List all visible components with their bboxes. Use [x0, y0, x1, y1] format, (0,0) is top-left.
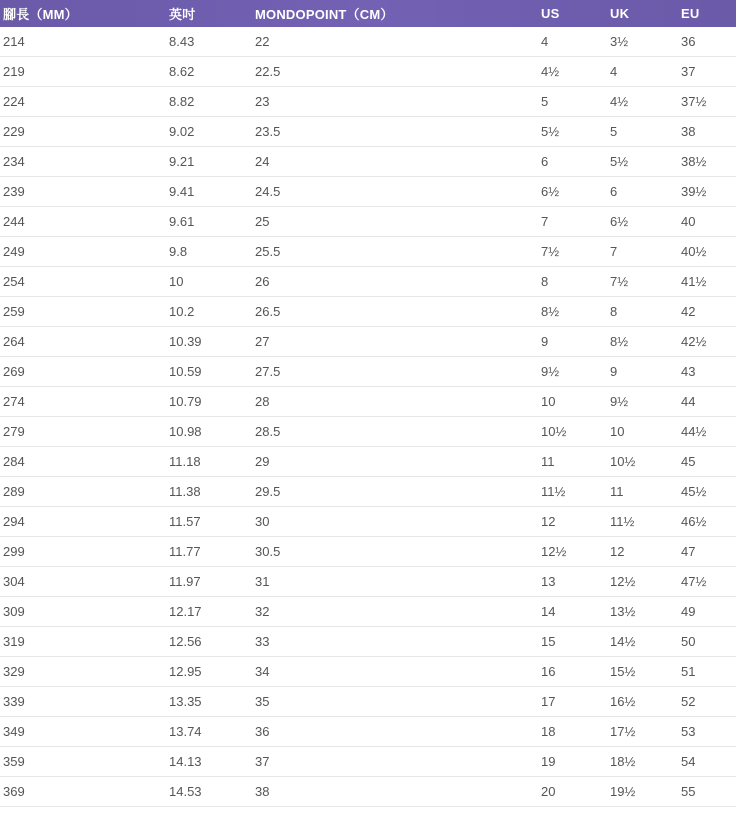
cell-mondopoint-cm: 24	[252, 147, 538, 177]
cell-foot-length-mm: 264	[0, 327, 166, 357]
table-row	[0, 657, 736, 687]
cell-inches: 12.17	[166, 597, 252, 627]
cell-mondopoint-cm: 23	[252, 87, 538, 117]
cell-inches: 12.95	[166, 657, 252, 687]
cell-foot-length-mm: 259	[0, 297, 166, 327]
cell-mondopoint-cm: 35	[252, 687, 538, 717]
cell-us: 17	[538, 687, 607, 717]
cell-inches: 9.41	[166, 177, 252, 207]
cell-foot-length-mm: 229	[0, 117, 166, 147]
cell-mondopoint-cm: 32	[252, 597, 538, 627]
cell-us: 18	[538, 717, 607, 747]
cell-us: 13	[538, 567, 607, 597]
cell-inches: 8.82	[166, 87, 252, 117]
cell-us: 16	[538, 657, 607, 687]
cell-mondopoint-cm: 26.5	[252, 297, 538, 327]
cell-uk: 9	[607, 357, 678, 387]
cell-eu: 40	[678, 207, 736, 237]
table-row	[0, 57, 736, 87]
cell-uk: 15½	[607, 657, 678, 687]
header-inches: 英吋	[169, 7, 196, 22]
cell-inches: 14.13	[166, 747, 252, 777]
cell-foot-length-mm: 309	[0, 597, 166, 627]
cell-eu: 40½	[678, 237, 736, 267]
table-header	[0, 0, 736, 27]
cell-foot-length-mm: 349	[0, 717, 166, 747]
cell-mondopoint-cm: 33	[252, 627, 538, 657]
cell-mondopoint-cm: 24.5	[252, 177, 538, 207]
table-row	[0, 27, 736, 57]
cell-eu: 36	[678, 27, 736, 57]
cell-eu: 42	[678, 297, 736, 327]
cell-eu: 38½	[678, 147, 736, 177]
table-row	[0, 447, 736, 477]
cell-us: 5½	[538, 117, 607, 147]
cell-eu: 42½	[678, 327, 736, 357]
cell-us: 12	[538, 507, 607, 537]
cell-foot-length-mm: 339	[0, 687, 166, 717]
cell-uk: 4½	[607, 87, 678, 117]
table-row	[0, 597, 736, 627]
table-row	[0, 177, 736, 207]
table-row	[0, 117, 736, 147]
table-row	[0, 147, 736, 177]
cell-eu: 37½	[678, 87, 736, 117]
header-uk: UK	[610, 6, 630, 21]
cell-us: 7	[538, 207, 607, 237]
cell-uk: 6½	[607, 207, 678, 237]
table-row	[0, 267, 736, 297]
cell-mondopoint-cm: 23.5	[252, 117, 538, 147]
header-mondopoint-cm: MONDOPOINT（CM）	[255, 7, 394, 22]
cell-eu: 52	[678, 687, 736, 717]
cell-foot-length-mm: 239	[0, 177, 166, 207]
cell-foot-length-mm: 294	[0, 507, 166, 537]
cell-foot-length-mm: 299	[0, 537, 166, 567]
cell-foot-length-mm: 369	[0, 777, 166, 807]
cell-mondopoint-cm: 38	[252, 777, 538, 807]
cell-us: 9	[538, 327, 607, 357]
cell-us: 19	[538, 747, 607, 777]
cell-uk: 9½	[607, 387, 678, 417]
cell-inches: 12.56	[166, 627, 252, 657]
cell-foot-length-mm: 214	[0, 27, 166, 57]
table-row	[0, 297, 736, 327]
cell-uk: 10½	[607, 447, 678, 477]
cell-uk: 11½	[607, 507, 678, 537]
cell-us: 4	[538, 27, 607, 57]
cell-us: 8	[538, 267, 607, 297]
cell-us: 9½	[538, 357, 607, 387]
cell-mondopoint-cm: 28	[252, 387, 538, 417]
cell-uk: 3½	[607, 27, 678, 57]
table-row	[0, 357, 736, 387]
cell-uk: 16½	[607, 687, 678, 717]
cell-inches: 13.74	[166, 717, 252, 747]
cell-inches: 9.02	[166, 117, 252, 147]
cell-us: 15	[538, 627, 607, 657]
table-row	[0, 327, 736, 357]
cell-mondopoint-cm: 27.5	[252, 357, 538, 387]
cell-mondopoint-cm: 37	[252, 747, 538, 777]
cell-inches: 11.57	[166, 507, 252, 537]
table-row	[0, 507, 736, 537]
cell-inches: 9.21	[166, 147, 252, 177]
cell-uk: 10	[607, 417, 678, 447]
cell-uk: 8½	[607, 327, 678, 357]
cell-inches: 9.61	[166, 207, 252, 237]
cell-uk: 12	[607, 537, 678, 567]
cell-uk: 4	[607, 57, 678, 87]
cell-inches: 10.39	[166, 327, 252, 357]
cell-foot-length-mm: 254	[0, 267, 166, 297]
cell-eu: 47½	[678, 567, 736, 597]
cell-us: 11	[538, 447, 607, 477]
cell-foot-length-mm: 284	[0, 447, 166, 477]
cell-foot-length-mm: 274	[0, 387, 166, 417]
cell-eu: 41½	[678, 267, 736, 297]
cell-inches: 9.8	[166, 237, 252, 267]
cell-mondopoint-cm: 30.5	[252, 537, 538, 567]
cell-eu: 43	[678, 357, 736, 387]
cell-mondopoint-cm: 22	[252, 27, 538, 57]
header-foot-length-mm: 腳長（MM）	[3, 7, 78, 22]
cell-foot-length-mm: 269	[0, 357, 166, 387]
cell-foot-length-mm: 329	[0, 657, 166, 687]
cell-inches: 14.53	[166, 777, 252, 807]
header-row	[0, 0, 736, 27]
cell-foot-length-mm: 219	[0, 57, 166, 87]
header-us: US	[541, 6, 560, 21]
cell-us: 14	[538, 597, 607, 627]
cell-us: 4½	[538, 57, 607, 87]
cell-mondopoint-cm: 26	[252, 267, 538, 297]
cell-us: 7½	[538, 237, 607, 267]
cell-uk: 11	[607, 477, 678, 507]
cell-eu: 54	[678, 747, 736, 777]
cell-uk: 7	[607, 237, 678, 267]
table-row	[0, 717, 736, 747]
cell-us: 8½	[538, 297, 607, 327]
cell-us: 6½	[538, 177, 607, 207]
cell-inches: 10.2	[166, 297, 252, 327]
cell-mondopoint-cm: 25	[252, 207, 538, 237]
cell-mondopoint-cm: 28.5	[252, 417, 538, 447]
cell-uk: 19½	[607, 777, 678, 807]
cell-inches: 11.97	[166, 567, 252, 597]
cell-mondopoint-cm: 25.5	[252, 237, 538, 267]
cell-us: 11½	[538, 477, 607, 507]
cell-inches: 10	[166, 267, 252, 297]
cell-inches: 11.38	[166, 477, 252, 507]
cell-inches: 10.98	[166, 417, 252, 447]
cell-inches: 11.18	[166, 447, 252, 477]
cell-foot-length-mm: 359	[0, 747, 166, 777]
cell-foot-length-mm: 249	[0, 237, 166, 267]
cell-foot-length-mm: 319	[0, 627, 166, 657]
cell-inches: 8.62	[166, 57, 252, 87]
cell-foot-length-mm: 244	[0, 207, 166, 237]
cell-uk: 18½	[607, 747, 678, 777]
cell-mondopoint-cm: 22.5	[252, 57, 538, 87]
cell-eu: 51	[678, 657, 736, 687]
table-row	[0, 687, 736, 717]
cell-eu: 45½	[678, 477, 736, 507]
table-row	[0, 537, 736, 567]
cell-eu: 37	[678, 57, 736, 87]
cell-foot-length-mm: 279	[0, 417, 166, 447]
cell-uk: 17½	[607, 717, 678, 747]
cell-eu: 49	[678, 597, 736, 627]
table-row	[0, 747, 736, 777]
cell-eu: 53	[678, 717, 736, 747]
table-row	[0, 87, 736, 117]
cell-uk: 5	[607, 117, 678, 147]
cell-eu: 44	[678, 387, 736, 417]
cell-uk: 13½	[607, 597, 678, 627]
cell-inches: 11.77	[166, 537, 252, 567]
cell-us: 6	[538, 147, 607, 177]
cell-inches: 8.43	[166, 27, 252, 57]
table-row	[0, 207, 736, 237]
cell-foot-length-mm: 289	[0, 477, 166, 507]
table-row	[0, 417, 736, 447]
table-row	[0, 777, 736, 807]
table-row	[0, 387, 736, 417]
cell-us: 10	[538, 387, 607, 417]
header-eu: EU	[681, 6, 700, 21]
cell-us: 20	[538, 777, 607, 807]
cell-mondopoint-cm: 34	[252, 657, 538, 687]
table-row	[0, 237, 736, 267]
cell-mondopoint-cm: 31	[252, 567, 538, 597]
cell-inches: 13.35	[166, 687, 252, 717]
table-row	[0, 477, 736, 507]
cell-us: 5	[538, 87, 607, 117]
cell-eu: 55	[678, 777, 736, 807]
cell-inches: 10.59	[166, 357, 252, 387]
cell-mondopoint-cm: 29.5	[252, 477, 538, 507]
cell-inches: 10.79	[166, 387, 252, 417]
cell-mondopoint-cm: 27	[252, 327, 538, 357]
cell-eu: 39½	[678, 177, 736, 207]
cell-uk: 7½	[607, 267, 678, 297]
cell-foot-length-mm: 304	[0, 567, 166, 597]
cell-foot-length-mm: 234	[0, 147, 166, 177]
cell-eu: 44½	[678, 417, 736, 447]
table-row	[0, 567, 736, 597]
cell-mondopoint-cm: 30	[252, 507, 538, 537]
cell-uk: 8	[607, 297, 678, 327]
cell-mondopoint-cm: 36	[252, 717, 538, 747]
cell-uk: 6	[607, 177, 678, 207]
table-body	[0, 27, 736, 807]
cell-eu: 46½	[678, 507, 736, 537]
cell-us: 10½	[538, 417, 607, 447]
cell-us: 12½	[538, 537, 607, 567]
cell-uk: 12½	[607, 567, 678, 597]
cell-uk: 14½	[607, 627, 678, 657]
cell-uk: 5½	[607, 147, 678, 177]
cell-foot-length-mm: 224	[0, 87, 166, 117]
cell-eu: 50	[678, 627, 736, 657]
cell-eu: 38	[678, 117, 736, 147]
cell-eu: 45	[678, 447, 736, 477]
cell-eu: 47	[678, 537, 736, 567]
cell-mondopoint-cm: 29	[252, 447, 538, 477]
table-row	[0, 627, 736, 657]
